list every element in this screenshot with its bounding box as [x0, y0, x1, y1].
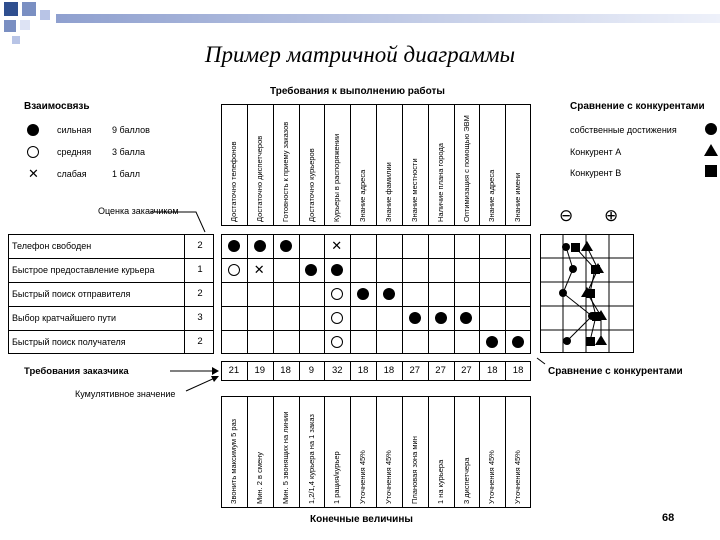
legend-weak-points: 1 балл	[112, 169, 140, 179]
cumulative-value: 9	[308, 365, 315, 376]
cumulative-value: 27	[435, 365, 446, 376]
competitors-heading: Сравнение с конкурентами	[570, 101, 705, 112]
column-header: Знание местности	[409, 158, 419, 222]
cumulative-label: Кумулятивное значение	[75, 389, 176, 399]
legend-strong-points: 9 баллов	[112, 125, 150, 135]
cumulative-value: 18	[357, 365, 369, 376]
columns-heading: Требования к выполнению работы	[270, 86, 445, 97]
cumulative-value: 19	[254, 365, 266, 376]
competitors-bottom-label: Сравнение с конкурентами	[548, 366, 683, 377]
customer-requirements-arrowhead	[212, 367, 219, 375]
column-header: Знание фамилии	[384, 162, 393, 222]
target-value: 1 рация/курьер	[332, 451, 342, 504]
cumulative-arrow	[186, 377, 217, 391]
target-value: Плановая зона мин	[409, 436, 419, 504]
legend-heading: Взаимосвязь	[24, 101, 90, 112]
row-rating: 2	[197, 240, 203, 251]
customer-requirements-label: Требования заказчика	[24, 366, 129, 377]
cumulative-value: 18	[512, 365, 524, 376]
minus-icon: ⊖	[559, 206, 574, 225]
slide-title: Пример матричной диаграммы	[204, 42, 516, 67]
weak-relation-icon: ✕	[253, 262, 265, 277]
row-rating: 3	[197, 312, 203, 323]
cumulative-value: 27	[461, 365, 472, 376]
customer-rating-pointer	[150, 212, 205, 232]
row-rating: 2	[197, 336, 203, 347]
target-value: Уточнения 45%	[487, 450, 497, 504]
legend-medium-label: средняя	[57, 147, 92, 157]
column-header: Готовность к приему заказов	[280, 121, 290, 222]
target-value: 3 диспетчера	[461, 457, 471, 504]
target-value: Звонить максимум 5 раз	[229, 418, 238, 504]
row-label: Быстрое предоставление курьера	[12, 265, 155, 275]
target-value: Мин. 5 звонящих на линии	[280, 411, 290, 504]
column-header: Достаточно диспетчеров	[254, 135, 264, 222]
cumulative-value: 18	[383, 365, 395, 376]
column-header: Знание адреса	[358, 169, 368, 222]
cumulative-value: 18	[280, 365, 291, 376]
page-number: 68	[662, 512, 675, 524]
row-label: Телефон свободен	[12, 241, 92, 251]
cumulative-value: 32	[331, 365, 343, 376]
weak-relation-icon: ✕	[331, 238, 343, 253]
legend-strong-label: сильная	[57, 125, 92, 135]
target-value: Уточнения 45%	[358, 450, 368, 504]
cumulative-value: 18	[486, 365, 498, 376]
competitor-label-b: Конкурент В	[570, 168, 622, 178]
column-header: Наличие плана города	[435, 143, 445, 222]
column-header: Знание имени	[513, 172, 523, 222]
column-header: Достаточно телефонов	[229, 141, 238, 222]
final-values-label: Конечные величины	[310, 514, 413, 525]
competitors-arrow	[537, 358, 545, 364]
competitor-label-a: Конкурент А	[570, 147, 622, 157]
target-value: 1 на курьера	[435, 459, 445, 504]
legend-weak-symbol: ✕	[28, 166, 39, 181]
cumulative-value: 21	[228, 365, 240, 376]
row-rating: 1	[197, 264, 203, 275]
target-value: 1,2/1,4 курьера на 1 заказ	[306, 414, 316, 504]
plus-icon: ⊕	[604, 206, 619, 225]
column-header: Оптимизация с помощью ЭВМ	[461, 115, 471, 222]
target-value: Уточнения 45%	[384, 450, 393, 504]
row-label: Быстрый поиск отправителя	[12, 289, 131, 299]
column-header: Достаточно курьеров	[306, 148, 316, 222]
customer-rating-label: Оценка заказчиком	[98, 206, 179, 216]
row-label: Быстрый поиск получателя	[12, 337, 126, 347]
legend-medium-points: 3 балла	[112, 147, 145, 157]
column-header: Знание адреса	[487, 169, 497, 222]
legend-weak-label: слабая	[57, 169, 87, 179]
competitor-label-own: собственные достижения	[570, 125, 677, 135]
target-value: Мин. 2 в смену	[254, 451, 264, 504]
cumulative-value: 27	[409, 365, 421, 376]
target-value: Уточнения 45%	[513, 450, 523, 504]
row-rating: 2	[197, 288, 203, 299]
column-header: Курьеры в распоряжении	[332, 133, 342, 222]
row-label: Выбор кратчайшего пути	[12, 313, 117, 323]
